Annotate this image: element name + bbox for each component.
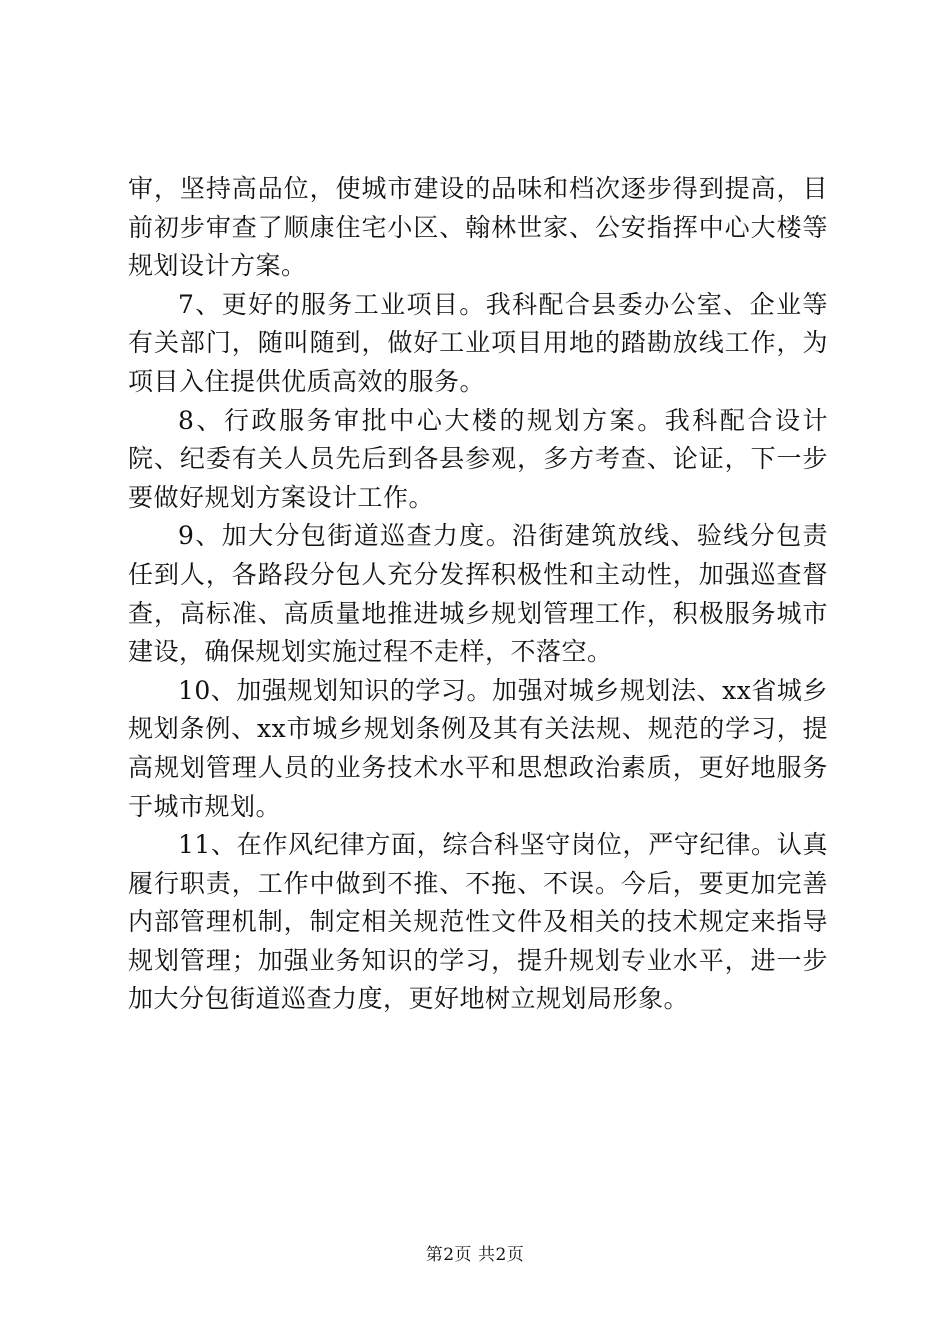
paragraph-item-9: 9、加大分包街道巡查力度。沿街建筑放线、验线分包责任到人，各路段分包人充分发挥积极性和主动性，加强巡查督查，高标准、高质量地推进城乡规划管理工作，积极服务城市建设，确保规划实施过程不走样，不落空。 (128, 521, 828, 667)
paragraph-continuation: 审，坚持高品位，使城市建设的品味和档次逐步得到提高，目前初步审查了顺康住宅小区、翰林世家、公安指挥中心大楼等规划设计方案。 (128, 174, 828, 281)
page-footer: 第2页 共2页 (425, 1245, 525, 1265)
paragraph-item-8: 8、行政服务审批中心大楼的规划方案。我科配合设计院、纪委有关人员先后到各县参观，多方考查、论证，下一步要做好规划方案设计工作。 (128, 405, 828, 512)
paragraph-item-11: 11、在作风纪律方面，综合科坚守岗位，严守纪律。认真履行职责，工作中做到不推、不拖、不误。今后，要更加完善内部管理机制，制定相关规范性文件及相关的技术规定来指导规划管理；加强业务知识的学习，提升规划专业水平，进一步加大分包街道巡查力度，更好地树立规划局形象。 (128, 830, 828, 1014)
document-body (128, 170, 828, 1019)
paragraph-item-10: 10、加强规划知识的学习。加强对城乡规划法、xx省城乡规划条例、xx市城乡规划条例及其有关法规、规范的学习，提高规划管理人员的业务技术水平和思想政治素质，更好地服务于城市规划。 (128, 675, 828, 821)
paragraph-item-7: 7、更好的服务工业项目。我科配合县委办公室、企业等有关部门，随叫随到，做好工业项目用地的踏勘放线工作，为项目入住提供优质高效的服务。 (128, 289, 828, 396)
